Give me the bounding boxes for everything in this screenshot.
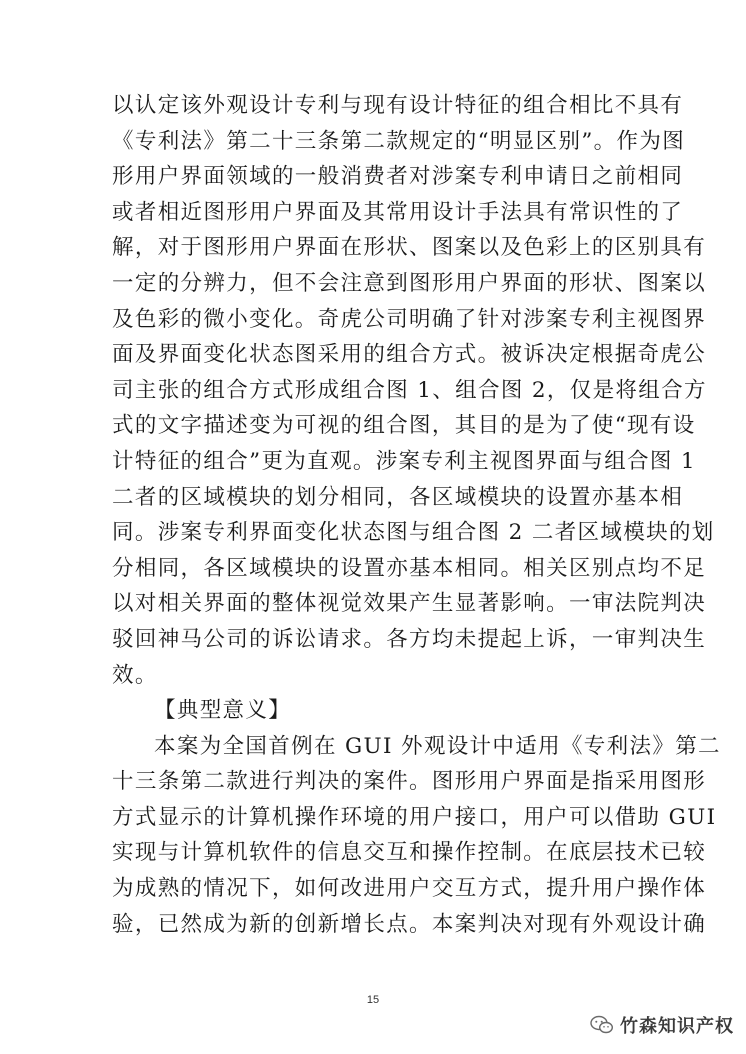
text-line: 验，已然成为新的创新增长点。本案判决对现有外观设计确 — [112, 911, 707, 937]
watermark-text: 竹森知识产权 — [620, 1016, 734, 1037]
text-line: 以认定该外观设计专利与现有设计特征的组合相比不具有 — [112, 93, 684, 118]
text-line: 或者相近图形用户界面及其常用设计手法具有常识性的了 — [112, 199, 684, 225]
text-line: 效。 — [112, 662, 158, 688]
text-line: 方式显示的计算机操作环境的用户接口，用户可以借助 GUI — [112, 804, 717, 830]
watermark — [590, 1010, 734, 1040]
text-line: 解，对于图形用户界面在形状、图案以及色彩上的区别具有 — [112, 235, 707, 261]
text-line: 司主张的组合方式形成组合图 1、组合图 2，仅是将组合方 — [112, 377, 707, 403]
text-line: 实现与计算机软件的信息交互和操作控制。在底层技术已较 — [112, 840, 707, 866]
text-line: 为成熟的情况下，如何改进用户交互方式，提升用户操作体 — [112, 876, 707, 902]
text-line: 十三条第二款进行判决的案件。图形用户界面是指采用图形 — [112, 769, 707, 795]
text-line: 计特征的组合”更为直观。涉案专利主视图界面与组合图 1 — [112, 448, 696, 474]
text-line: 形用户界面领域的一般消费者对涉案专利申请日之前相同 — [112, 164, 684, 190]
text-line: 面及界面变化状态图采用的组合方式。被诉决定根据奇虎公 — [112, 342, 707, 368]
text-line: 及色彩的微小变化。奇虎公司明确了针对涉案专利主视图界 — [112, 306, 707, 332]
section-heading: 【典型意义】 — [154, 698, 292, 724]
wechat-icon — [590, 1015, 614, 1035]
text-line: 驳回神马公司的诉讼请求。各方均未提起上诉，一审判决生 — [112, 626, 707, 652]
text-line: 式的文字描述变为可视的组合图，其目的是为了使“现有设 — [112, 413, 696, 439]
text-line: 《专利法》第二十三条第二款规定的“明显区别”。作为图 — [112, 128, 686, 154]
text-line: 一定的分辨力，但不会注意到图形用户界面的形状、图案以 — [112, 270, 707, 296]
text-line: 同。涉案专利界面变化状态图与组合图 2 二者区域模块的划 — [112, 520, 715, 546]
text-line: 分相同，各区域模块的设置亦基本相同。相关区别点均不足 — [112, 555, 707, 581]
text-line: 以对相关界面的整体视觉效果产生显著影响。一审法院判决 — [112, 591, 707, 617]
text-line: 二者的区域模块的划分相同，各区域模块的设置亦基本相 — [112, 484, 684, 510]
text-line: 本案为全国首例在 GUI 外观设计中适用《专利法》第二 — [154, 733, 721, 759]
body-text — [112, 88, 721, 942]
page-number: 15 — [366, 994, 380, 1006]
